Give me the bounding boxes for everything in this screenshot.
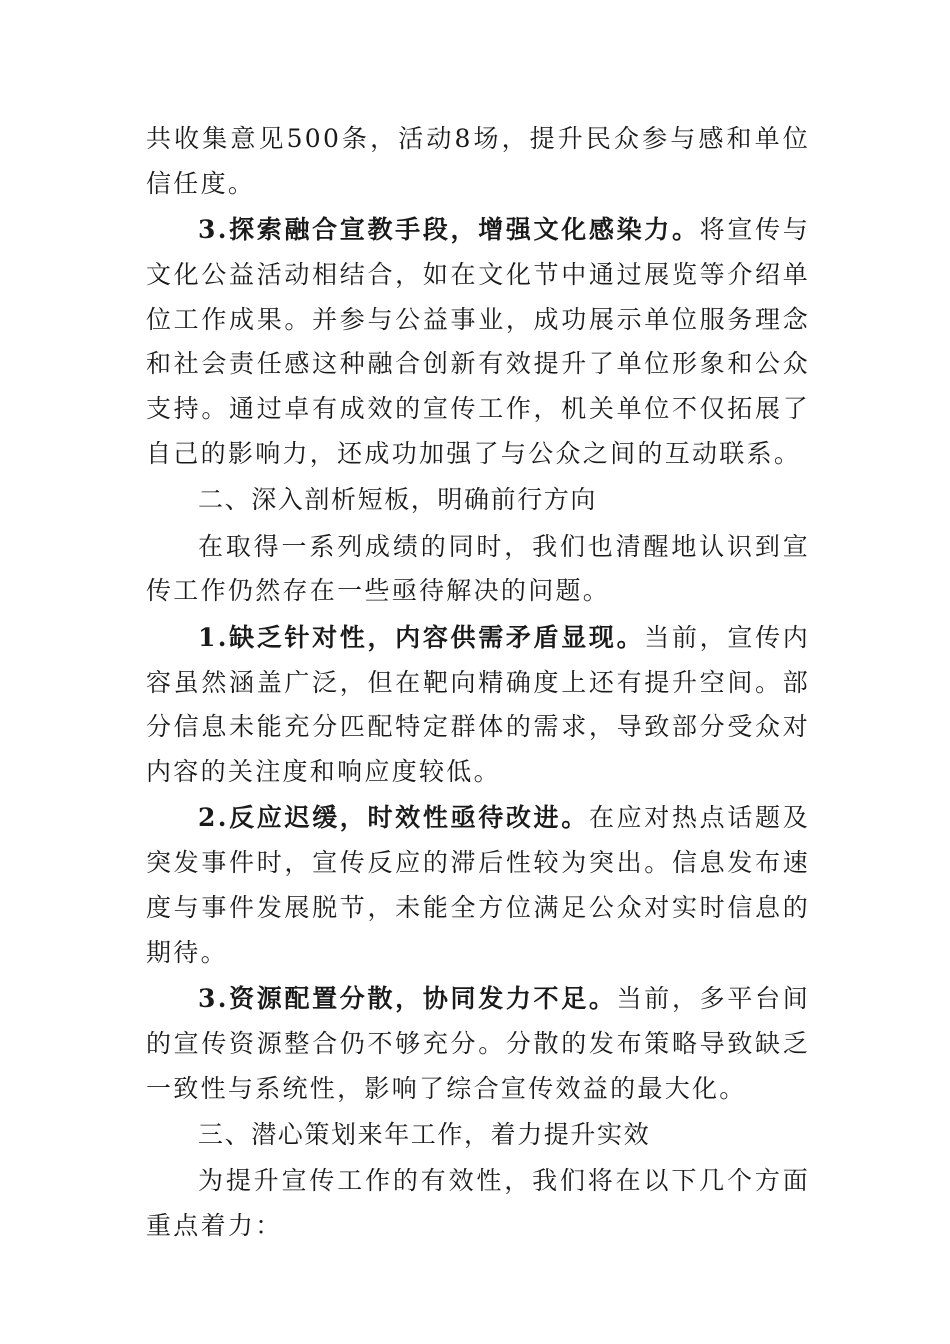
paragraph-text: 在应对热点话题及突发事件时，宣传反应的滞后性较为突出。信息发布速度与事件发展脱节，未能全方位满足公众对实时信息的期待。 xyxy=(146,803,810,967)
paragraph-text: 将宣传与文化公益活动相结合，如在文化节中通过展览等介绍单位工作成果。并参与公益事业，成功展示单位服务理念和社会责任感这种融合创新有效提升了单位形象和公众支持。通过卓有成效的宣传工作，机关单位不仅拓展了自己的影响力，还成功加强了与公众之间的互动联系。 xyxy=(146,215,810,469)
paragraph-item-3-culture xyxy=(146,208,810,477)
paragraph-intro-problems xyxy=(146,525,810,615)
section-heading-2: 二、深入剖析短板，明确前行方向 xyxy=(198,485,598,515)
paragraph-text: 共收集意见500条，活动8场，提升民众参与感和单位信任度。 xyxy=(146,124,810,198)
paragraph-text: 当前，多平台间的宣传资源整合仍不够充分。分散的发布策略导致缺乏一致性与系统性，影响了综合宣传效益的最大化。 xyxy=(146,984,810,1103)
paragraph-intro-plans xyxy=(146,1159,810,1249)
paragraph-lead: 2.反应迟缓，时效性亟待改进。 xyxy=(198,803,589,833)
paragraph-text: 当前，宣传内容虽然涵盖广泛，但在靶向精确度上还有提升空间。部分信息未能充分匹配特定群体的需求，导致部分受众对内容的关注度和响应度较低。 xyxy=(146,622,810,787)
paragraph-text: 为提升宣传工作的有效性，我们将在以下几个方面重点着力： xyxy=(146,1166,810,1241)
paragraph-lead: 3.探索融合宣教手段，增强文化感染力。 xyxy=(198,215,700,245)
paragraph-problem-3 xyxy=(146,977,810,1111)
document-page xyxy=(146,117,810,1250)
paragraph-problem-1 xyxy=(146,616,810,795)
paragraph-problem-2 xyxy=(146,796,810,975)
paragraph-lead: 1.缺乏针对性，内容供需矛盾显现。 xyxy=(198,622,645,652)
paragraph-text: 在取得一系列成绩的同时，我们也清醒地认识到宣传工作仍然存在一些亟待解决的问题。 xyxy=(146,531,810,606)
paragraph-continuation xyxy=(146,117,810,207)
section-heading-3: 三、潜心策划来年工作，着力提升实效 xyxy=(198,1120,651,1150)
paragraph-lead: 3.资源配置分散，协同发力不足。 xyxy=(198,984,617,1014)
